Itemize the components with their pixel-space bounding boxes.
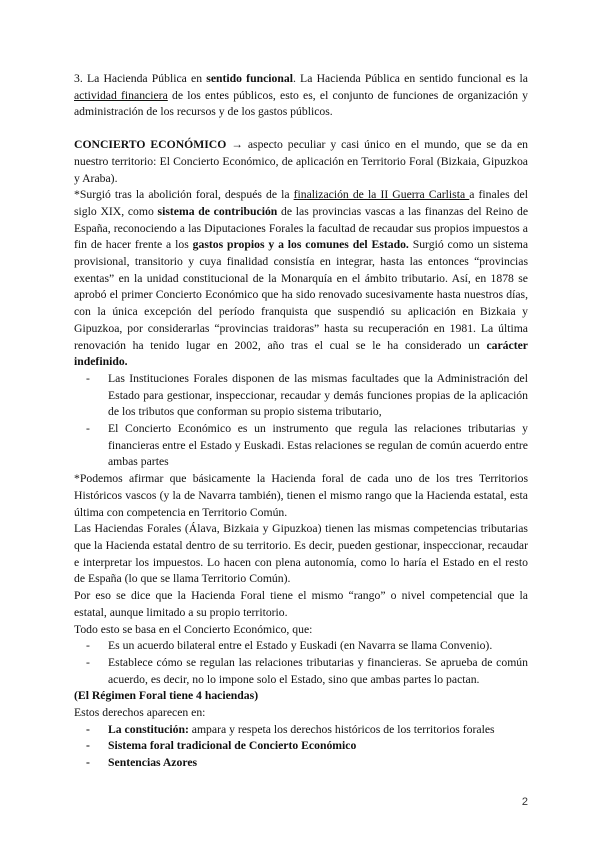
paragraph-origen bbox=[74, 187, 528, 371]
underlined-term: finalización de la II Guerra Carlista bbox=[293, 188, 470, 202]
text-run: . La Hacienda Pública en sentido funcional es la bbox=[292, 72, 528, 85]
paragraph-rango: *Podemos afirmar que básicamente la Hacienda foral de cada uno de los tres Territorios Históricos vascos (y la de Navarra también), tienen el mismo rango que la Hacienda estatal, esta última con competencia en Territorio Común. bbox=[74, 472, 528, 519]
text-run: → aspecto peculiar y casi único en el mundo, que se da en nuestro territorio: El Concierto Económico, de aplicación en Territorio Foral (Bizkaia, Gipuzkoa y Araba). bbox=[74, 138, 528, 185]
paragraph-concierto bbox=[74, 137, 528, 187]
text-run: a finales del siglo XIX, como bbox=[74, 188, 528, 218]
text-run: Surgió como un sistema provisional, transitorio y cuya finalidad consistía en integrar, hasta las entonces “provincias exentas” en la unidad constitucional de la Monarquía en el ámbito tributario. Así, en 1878 se aprobó el primer Concierto Económico que ha sido renovado sucesivamente hasta nuestros días, con la única excepción del período franquista que suspendió su aplicación en Bizkaia y Gipuzkoa, por considerarlas “provincias traidoras” hasta su recuperación en 1981. La última renovación ha tenido lugar en 2002, año tras el cual se le ha considerado un bbox=[74, 238, 529, 352]
text-run: ampara y respeta los derechos históricos de los territorios forales bbox=[188, 722, 495, 736]
list-item bbox=[108, 722, 528, 739]
section-heading: CONCIERTO ECONÓMICO bbox=[74, 138, 227, 152]
bold-term: Sistema foral tradicional de Concierto Económico bbox=[108, 739, 357, 753]
list-item bbox=[108, 738, 528, 755]
bold-term: El Régimen Foral tiene 4 haciendas bbox=[77, 689, 255, 703]
paragraph-regimen-foral bbox=[74, 688, 528, 705]
list-item: - Establece cómo se regulan las relaciones tributarias y financieras. Se aprueba de común acuerdo, es decir, no lo impone solo el Estado, sino que ambas partes lo pactan. bbox=[108, 655, 528, 688]
bold-term: Sentencias Azores bbox=[108, 756, 198, 770]
bullet-list-concierto bbox=[74, 638, 528, 688]
underlined-term: actividad financiera bbox=[74, 88, 168, 102]
bold-term: gastos propios y a los comunes del Estado. bbox=[192, 238, 409, 252]
bullet-list-facultades bbox=[74, 371, 528, 471]
text-run: *Surgió tras la abolición foral, después de la bbox=[74, 188, 294, 202]
list-item: - Las Instituciones Forales disponen de las mismas facultades que la Administración del Estado para gestionar, inspeccionar, recaudar y demás funciones propias de la aplicación de los tributos que conforman su propio sistema tributario, bbox=[108, 371, 528, 421]
bold-term: sentido funcional bbox=[206, 72, 293, 85]
list-item bbox=[108, 755, 528, 772]
bullet-list-derechos bbox=[74, 722, 528, 772]
text-run: de los entes públicos, esto es, el conjunto de funciones de organización y administración de los recursos y de los gastos públicos. bbox=[74, 88, 528, 119]
paragraph-derechos: Estos derechos aparecen en: bbox=[74, 706, 206, 720]
text-run: de las provincias vascas a las finanzas del Reino de España, reconociendo a las Diputaciones Forales la facultad de recaudar sus propios impuestos a fin de hacer frente a los bbox=[74, 204, 529, 252]
list-item: - El Concierto Económico es un instrumento que regula las relaciones tributarias y financieras entre el Estado y Euskadi. Estas relaciones se regulan de común acuerdo entre ambas partes bbox=[108, 421, 528, 471]
list-item: - Es un acuerdo bilateral entre el Estado y Euskadi (en Navarra se llama Convenio). bbox=[108, 638, 528, 655]
spacer bbox=[74, 121, 528, 137]
paragraph-por-eso: Por eso se dice que la Hacienda Foral tiene el mismo “rango” o nivel competencial que la estatal, aunque limitado a su propio territorio. bbox=[74, 589, 528, 619]
page-number: 2 bbox=[521, 796, 528, 808]
text-run: 3. La Hacienda Pública en bbox=[74, 72, 207, 85]
bold-term: La constitución: bbox=[108, 722, 189, 736]
paragraph-hacienda-funcional bbox=[74, 71, 528, 121]
paragraph-haciendas-forales: Las Haciendas Forales (Álava, Bizkaia y Gipuzkoa) tienen las mismas competencias tributarias que la Hacienda estatal dentro de su territorio. Es decir, pueden gestionar, inspeccionar, recaudar e interpretar los impuestos. Lo hacen con plena autonomía, como lo haría el Estado en el resto de España (lo que se llama Territorio Común). bbox=[74, 522, 528, 586]
text-run: ) bbox=[254, 689, 259, 703]
paragraph-todo-esto: Todo esto se basa en el Concierto Económico, que: bbox=[74, 622, 313, 636]
text-run: ( bbox=[74, 689, 78, 703]
bold-term: sistema de contribución bbox=[157, 204, 278, 218]
bold-term: carácter indefinido. bbox=[74, 338, 528, 369]
